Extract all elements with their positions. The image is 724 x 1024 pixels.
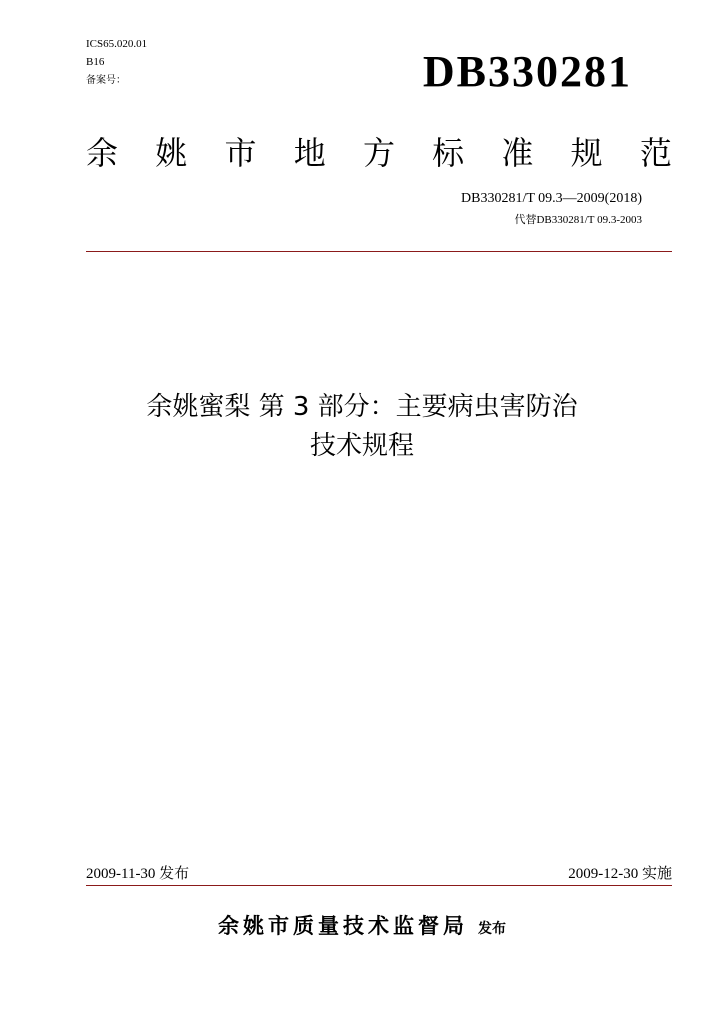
standard-type-char: 方 bbox=[362, 134, 395, 172]
replaces-note: 代替DB330281/T 09.3-2003 bbox=[514, 214, 642, 226]
document-title-line-2: 技术规程 bbox=[309, 431, 414, 461]
ics-code: ICS65.020.01 bbox=[86, 38, 148, 50]
standard-type-char: 规 bbox=[570, 134, 603, 172]
issue-date: 2009-11-30 发布 bbox=[86, 866, 190, 882]
standard-type-char: 市 bbox=[224, 134, 257, 172]
standard-type-char: 姚 bbox=[155, 134, 188, 172]
record-number-label: 备案号： bbox=[86, 75, 126, 86]
publish-label: 发布 bbox=[478, 921, 506, 937]
implementation-date: 2009-12-30 实施 bbox=[568, 866, 672, 882]
publisher-line bbox=[0, 911, 724, 944]
bottom-divider bbox=[86, 885, 672, 886]
top-divider bbox=[86, 251, 672, 252]
standard-type bbox=[86, 134, 672, 172]
standard-type-char: 余 bbox=[86, 134, 119, 172]
standard-type-char: 标 bbox=[432, 134, 465, 172]
standard-type-char: 范 bbox=[639, 134, 672, 172]
standard-type-char: 准 bbox=[501, 134, 534, 172]
standard-type-char: 地 bbox=[293, 134, 326, 172]
document-title-line-1: 余姚蜜梨 第 3 部分：主要病虫害防治 bbox=[146, 392, 578, 422]
standard-code: DB330281 bbox=[422, 47, 632, 96]
standard-number: DB330281/T 09.3—2009(2018) bbox=[461, 191, 642, 206]
publisher-name: 余姚市质量技术监督局 bbox=[218, 914, 468, 938]
classification-code: B16 bbox=[86, 56, 105, 68]
